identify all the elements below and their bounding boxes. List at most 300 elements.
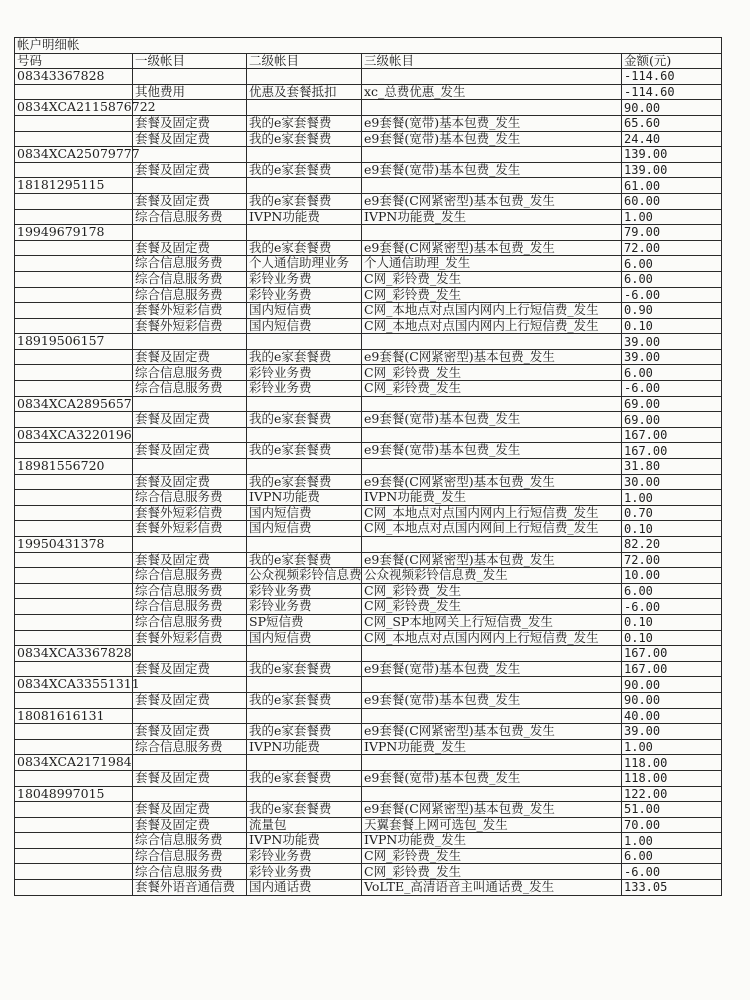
cell-account-number: [15, 131, 133, 147]
cell-level3-item: e9套餐(宽带)基本包费_发生: [362, 115, 622, 131]
cell-level1-item: 套餐外短彩信费: [133, 303, 247, 319]
table-row: [15, 193, 722, 209]
cell-account-number: 18981556720: [15, 459, 133, 475]
cell-account-number: [15, 443, 133, 459]
cell-account-number: [15, 770, 133, 786]
cell-level3-item: C网_本地点对点国内网内上行短信费_发生: [362, 303, 622, 319]
cell-amount: -6.00: [622, 381, 722, 397]
cell-account-number: [15, 864, 133, 880]
cell-level2-item: 个人通信助理业务: [247, 256, 362, 272]
table-row: [15, 770, 722, 786]
cell-level2-item: IVPN功能费: [247, 490, 362, 506]
cell-level3-item: e9套餐(C网紧密型)基本包费_发生: [362, 474, 622, 490]
cell-level1-item: 套餐外短彩信费: [133, 318, 247, 334]
cell-level1-item: 套餐及固定费: [133, 802, 247, 818]
table-row: [15, 256, 722, 272]
table-row: [15, 318, 722, 334]
cell-level3-item: e9套餐(宽带)基本包费_发生: [362, 692, 622, 708]
cell-level2-item: [247, 459, 362, 475]
table-row: [15, 443, 722, 459]
cell-level1-item: 综合信息服务费: [133, 583, 247, 599]
cell-level2-item: 我的e家套餐费: [247, 474, 362, 490]
cell-account-number: 18181295115: [15, 178, 133, 194]
cell-amount: 1.00: [622, 739, 722, 755]
cell-account-number: 18081616131: [15, 708, 133, 724]
table-row: [15, 708, 722, 724]
cell-level2-item: [247, 396, 362, 412]
cell-account-number: [15, 724, 133, 740]
cell-level2-item: 国内短信费: [247, 505, 362, 521]
cell-level2-item: 流量包: [247, 817, 362, 833]
cell-level2-item: [247, 755, 362, 771]
cell-account-number: 0834XCA2171984: [15, 755, 133, 771]
cell-level3-item: [362, 786, 622, 802]
cell-level3-item: C网_本地点对点国内网间上行短信费_发生: [362, 521, 622, 537]
table-row: [15, 568, 722, 584]
cell-level2-item: 我的e家套餐费: [247, 661, 362, 677]
cell-amount: 0.10: [622, 630, 722, 646]
cell-amount: -6.00: [622, 864, 722, 880]
cell-account-number: [15, 412, 133, 428]
cell-level1-item: 套餐外短彩信费: [133, 505, 247, 521]
cell-level1-item: [133, 459, 247, 475]
cell-level3-item: [362, 646, 622, 662]
table-row: [15, 115, 722, 131]
cell-level3-item: C网_彩铃费_发生: [362, 848, 622, 864]
cell-account-number: 0834XCA3367828: [15, 646, 133, 662]
cell-level1-item: 综合信息服务费: [133, 256, 247, 272]
cell-account-number: [15, 271, 133, 287]
cell-account-number: 19949679178: [15, 225, 133, 241]
cell-level1-item: 套餐及固定费: [133, 474, 247, 490]
cell-level3-item: xc_总费优惠_发生: [362, 84, 622, 100]
table-row: [15, 817, 722, 833]
cell-account-number: 0834XCA3220196: [15, 427, 133, 443]
cell-level3-item: e9套餐(C网紧密型)基本包费_发生: [362, 724, 622, 740]
cell-level1-item: [133, 537, 247, 553]
table-row: [15, 614, 722, 630]
cell-account-number: [15, 848, 133, 864]
sheet-title: 帐户明细帐: [15, 38, 722, 54]
cell-level1-item: [133, 755, 247, 771]
table-row: [15, 240, 722, 256]
cell-level1-item: [133, 427, 247, 443]
cell-account-number: [15, 490, 133, 506]
cell-level3-item: C网_彩铃费_发生: [362, 864, 622, 880]
cell-level2-item: 我的e家套餐费: [247, 443, 362, 459]
cell-account-number: [15, 521, 133, 537]
cell-amount: 10.00: [622, 568, 722, 584]
table-row: [15, 131, 722, 147]
cell-account-number: [15, 115, 133, 131]
cell-level3-item: e9套餐(C网紧密型)基本包费_发生: [362, 349, 622, 365]
cell-level1-item: 套餐及固定费: [133, 412, 247, 428]
cell-level3-item: e9套餐(宽带)基本包费_发生: [362, 443, 622, 459]
table-row: [15, 271, 722, 287]
cell-level2-item: [247, 147, 362, 163]
cell-level1-item: 综合信息服务费: [133, 833, 247, 849]
cell-amount: 139.00: [622, 162, 722, 178]
cell-account-number: [15, 365, 133, 381]
cell-level1-item: 套餐及固定费: [133, 193, 247, 209]
table-row: [15, 880, 722, 896]
cell-level3-item: C网_彩铃费_发生: [362, 381, 622, 397]
table-row: [15, 396, 722, 412]
cell-level1-item: 其他费用: [133, 84, 247, 100]
cell-amount: 167.00: [622, 443, 722, 459]
cell-level1-item: 综合信息服务费: [133, 739, 247, 755]
cell-level2-item: IVPN功能费: [247, 209, 362, 225]
table-row: [15, 84, 722, 100]
cell-account-number: [15, 692, 133, 708]
cell-level1-item: 套餐及固定费: [133, 131, 247, 147]
cell-level2-item: 我的e家套餐费: [247, 692, 362, 708]
cell-account-number: [15, 287, 133, 303]
cell-amount: 6.00: [622, 365, 722, 381]
cell-amount: 0.10: [622, 318, 722, 334]
table-row: [15, 802, 722, 818]
cell-amount: 69.00: [622, 412, 722, 428]
cell-amount: 72.00: [622, 240, 722, 256]
cell-level1-item: [133, 786, 247, 802]
cell-level1-item: 套餐外短彩信费: [133, 521, 247, 537]
cell-level3-item: e9套餐(C网紧密型)基本包费_发生: [362, 802, 622, 818]
table-row: [15, 209, 722, 225]
cell-account-number: [15, 193, 133, 209]
cell-level2-item: 我的e家套餐费: [247, 162, 362, 178]
cell-amount: 60.00: [622, 193, 722, 209]
cell-amount: 0.70: [622, 505, 722, 521]
table-row: [15, 646, 722, 662]
cell-account-number: [15, 817, 133, 833]
table-row: [15, 661, 722, 677]
cell-account-number: [15, 303, 133, 319]
cell-level1-item: 综合信息服务费: [133, 490, 247, 506]
cell-level3-item: e9套餐(宽带)基本包费_发生: [362, 162, 622, 178]
cell-level3-item: 个人通信助理_发生: [362, 256, 622, 272]
cell-level3-item: e9套餐(C网紧密型)基本包费_发生: [362, 240, 622, 256]
header-id: 号码: [15, 53, 133, 69]
cell-level1-item: 套餐及固定费: [133, 817, 247, 833]
cell-account-number: [15, 802, 133, 818]
cell-level1-item: [133, 708, 247, 724]
cell-level2-item: 我的e家套餐费: [247, 131, 362, 147]
cell-level2-item: 彩铃业务费: [247, 848, 362, 864]
cell-amount: 24.40: [622, 131, 722, 147]
cell-level1-item: 综合信息服务费: [133, 599, 247, 615]
cell-level2-item: [247, 677, 362, 693]
cell-level3-item: C网_彩铃费_发生: [362, 287, 622, 303]
cell-account-number: 0834XCA2115876722: [15, 100, 133, 116]
cell-level3-item: [362, 396, 622, 412]
cell-level3-item: IVPN功能费_发生: [362, 209, 622, 225]
cell-level3-item: IVPN功能费_发生: [362, 739, 622, 755]
cell-level3-item: [362, 334, 622, 350]
cell-account-number: [15, 162, 133, 178]
cell-level1-item: [133, 178, 247, 194]
cell-amount: 118.00: [622, 755, 722, 771]
cell-level2-item: 国内短信费: [247, 521, 362, 537]
table-row: [15, 303, 722, 319]
cell-account-number: [15, 880, 133, 896]
table-row: [15, 287, 722, 303]
cell-level3-item: C网_本地点对点国内网内上行短信费_发生: [362, 630, 622, 646]
cell-level2-item: 我的e家套餐费: [247, 412, 362, 428]
cell-level3-item: C网_本地点对点国内网内上行短信费_发生: [362, 318, 622, 334]
cell-level2-item: 彩铃业务费: [247, 381, 362, 397]
table-row: [15, 427, 722, 443]
cell-account-number: [15, 739, 133, 755]
table-row: [15, 69, 722, 85]
title-row: [15, 38, 722, 54]
table-row: [15, 786, 722, 802]
table-row: [15, 537, 722, 553]
table-row: [15, 381, 722, 397]
cell-amount: 6.00: [622, 271, 722, 287]
cell-level3-item: [362, 178, 622, 194]
cell-level3-item: e9套餐(宽带)基本包费_发生: [362, 770, 622, 786]
table-row: [15, 724, 722, 740]
table-row: [15, 599, 722, 615]
cell-level1-item: 综合信息服务费: [133, 209, 247, 225]
cell-account-number: 0834XCA2895657: [15, 396, 133, 412]
cell-amount: 39.00: [622, 724, 722, 740]
cell-amount: 82.20: [622, 537, 722, 553]
header-level2: 二级帐目: [247, 53, 362, 69]
cell-level3-item: VoLTE_高清语音主叫通话费_发生: [362, 880, 622, 896]
cell-amount: 133.05: [622, 880, 722, 896]
cell-amount: 1.00: [622, 833, 722, 849]
cell-level2-item: 我的e家套餐费: [247, 724, 362, 740]
cell-level3-item: [362, 427, 622, 443]
cell-account-number: 08343367828: [15, 69, 133, 85]
cell-account-number: [15, 583, 133, 599]
cell-amount: 90.00: [622, 692, 722, 708]
cell-level1-item: 套餐及固定费: [133, 770, 247, 786]
cell-amount: 6.00: [622, 256, 722, 272]
table-row: [15, 692, 722, 708]
cell-amount: 0.10: [622, 521, 722, 537]
cell-level2-item: 彩铃业务费: [247, 271, 362, 287]
cell-level1-item: 综合信息服务费: [133, 568, 247, 584]
cell-level3-item: e9套餐(宽带)基本包费_发生: [362, 412, 622, 428]
cell-level2-item: 彩铃业务费: [247, 864, 362, 880]
cell-level2-item: IVPN功能费: [247, 739, 362, 755]
cell-level3-item: e9套餐(C网紧密型)基本包费_发生: [362, 193, 622, 209]
cell-level2-item: IVPN功能费: [247, 833, 362, 849]
header-amount: 金额(元): [622, 53, 722, 69]
table-row: [15, 412, 722, 428]
table-row: [15, 833, 722, 849]
table-row: [15, 552, 722, 568]
cell-amount: 39.00: [622, 349, 722, 365]
cell-amount: 167.00: [622, 427, 722, 443]
cell-level1-item: 套餐外短彩信费: [133, 630, 247, 646]
cell-amount: 65.60: [622, 115, 722, 131]
table-row: [15, 459, 722, 475]
cell-amount: 139.00: [622, 147, 722, 163]
cell-level1-item: 综合信息服务费: [133, 381, 247, 397]
cell-account-number: 0834XCA25079777: [15, 147, 133, 163]
ledger-table: [14, 37, 722, 896]
cell-account-number: [15, 614, 133, 630]
cell-level2-item: 国内短信费: [247, 303, 362, 319]
cell-account-number: [15, 209, 133, 225]
table-row: [15, 365, 722, 381]
cell-level1-item: 综合信息服务费: [133, 614, 247, 630]
ledger-sheet: [14, 37, 721, 896]
cell-level2-item: [247, 334, 362, 350]
cell-level1-item: [133, 646, 247, 662]
cell-level1-item: 综合信息服务费: [133, 864, 247, 880]
table-row: [15, 505, 722, 521]
cell-level2-item: 我的e家套餐费: [247, 552, 362, 568]
cell-level2-item: 我的e家套餐费: [247, 349, 362, 365]
cell-level1-item: 套餐及固定费: [133, 692, 247, 708]
table-row: [15, 864, 722, 880]
cell-amount: -114.60: [622, 84, 722, 100]
table-row: [15, 334, 722, 350]
cell-account-number: [15, 505, 133, 521]
cell-amount: 90.00: [622, 677, 722, 693]
cell-amount: 6.00: [622, 583, 722, 599]
table-row: [15, 630, 722, 646]
cell-account-number: 19950431378: [15, 537, 133, 553]
cell-level1-item: [133, 677, 247, 693]
cell-amount: 167.00: [622, 646, 722, 662]
cell-level3-item: [362, 677, 622, 693]
cell-level3-item: [362, 708, 622, 724]
cell-level3-item: C网_彩铃费_发生: [362, 365, 622, 381]
cell-level2-item: [247, 225, 362, 241]
header-level1: 一级帐目: [133, 53, 247, 69]
cell-level1-item: 套餐及固定费: [133, 240, 247, 256]
cell-amount: 31.80: [622, 459, 722, 475]
cell-level2-item: 彩铃业务费: [247, 365, 362, 381]
cell-level2-item: 优惠及套餐抵扣: [247, 84, 362, 100]
cell-level1-item: 套餐外语音通信费: [133, 880, 247, 896]
table-row: [15, 521, 722, 537]
cell-level2-item: 国内短信费: [247, 318, 362, 334]
cell-amount: 70.00: [622, 817, 722, 833]
header-row: [15, 53, 722, 69]
cell-account-number: [15, 84, 133, 100]
cell-amount: 72.00: [622, 552, 722, 568]
cell-amount: 90.00: [622, 100, 722, 116]
cell-level3-item: 天翼套餐上网可选包_发生: [362, 817, 622, 833]
cell-level1-item: 综合信息服务费: [133, 365, 247, 381]
cell-level2-item: [247, 708, 362, 724]
cell-amount: 6.00: [622, 848, 722, 864]
cell-account-number: [15, 474, 133, 490]
table-row: [15, 677, 722, 693]
table-row: [15, 755, 722, 771]
cell-level1-item: [133, 334, 247, 350]
cell-level2-item: 我的e家套餐费: [247, 770, 362, 786]
cell-level1-item: 综合信息服务费: [133, 287, 247, 303]
cell-level1-item: 套餐及固定费: [133, 552, 247, 568]
cell-level2-item: 我的e家套餐费: [247, 240, 362, 256]
cell-account-number: [15, 630, 133, 646]
table-row: [15, 474, 722, 490]
cell-level1-item: 综合信息服务费: [133, 848, 247, 864]
cell-level3-item: C网_彩铃费_发生: [362, 271, 622, 287]
cell-level3-item: [362, 459, 622, 475]
cell-level2-item: 我的e家套餐费: [247, 115, 362, 131]
cell-level2-item: 国内短信费: [247, 630, 362, 646]
table-row: [15, 100, 722, 116]
table-row: [15, 178, 722, 194]
cell-level2-item: 国内通话费: [247, 880, 362, 896]
cell-amount: 118.00: [622, 770, 722, 786]
cell-level1-item: [133, 396, 247, 412]
cell-account-number: [15, 568, 133, 584]
cell-amount: 0.90: [622, 303, 722, 319]
cell-level3-item: C网_SP本地网关上行短信费_发生: [362, 614, 622, 630]
cell-level3-item: C网_彩铃费_发生: [362, 583, 622, 599]
cell-account-number: [15, 256, 133, 272]
cell-amount: 1.00: [622, 209, 722, 225]
cell-account-number: 18048997015: [15, 786, 133, 802]
cell-amount: 69.00: [622, 396, 722, 412]
cell-account-number: [15, 599, 133, 615]
cell-level2-item: 彩铃业务费: [247, 583, 362, 599]
cell-level1-item: 套餐及固定费: [133, 115, 247, 131]
cell-level2-item: [247, 178, 362, 194]
cell-level3-item: [362, 537, 622, 553]
cell-account-number: 0834XCA33551311: [15, 677, 133, 693]
table-row: [15, 147, 722, 163]
cell-level3-item: [362, 755, 622, 771]
cell-level1-item: [133, 69, 247, 85]
cell-amount: 0.10: [622, 614, 722, 630]
cell-amount: 1.00: [622, 490, 722, 506]
cell-amount: 122.00: [622, 786, 722, 802]
cell-level2-item: 我的e家套餐费: [247, 193, 362, 209]
cell-level3-item: 公众视频彩铃信息费_发生: [362, 568, 622, 584]
cell-level2-item: 彩铃业务费: [247, 287, 362, 303]
cell-level3-item: e9套餐(C网紧密型)基本包费_发生: [362, 552, 622, 568]
cell-account-number: 18919506157: [15, 334, 133, 350]
table-row: [15, 848, 722, 864]
cell-level3-item: IVPN功能费_发生: [362, 490, 622, 506]
cell-level2-item: [247, 427, 362, 443]
cell-amount: 51.00: [622, 802, 722, 818]
table-row: [15, 162, 722, 178]
cell-amount: 30.00: [622, 474, 722, 490]
cell-level1-item: 综合信息服务费: [133, 271, 247, 287]
cell-account-number: [15, 833, 133, 849]
cell-account-number: [15, 240, 133, 256]
header-level3: 三级帐目: [362, 53, 622, 69]
cell-account-number: [15, 349, 133, 365]
cell-account-number: [15, 381, 133, 397]
cell-level3-item: IVPN功能费_发生: [362, 833, 622, 849]
table-row: [15, 349, 722, 365]
cell-level3-item: C网_彩铃费_发生: [362, 599, 622, 615]
cell-level2-item: SP短信费: [247, 614, 362, 630]
cell-level1-item: [133, 225, 247, 241]
cell-level3-item: e9套餐(宽带)基本包费_发生: [362, 131, 622, 147]
cell-amount: 61.00: [622, 178, 722, 194]
cell-account-number: [15, 552, 133, 568]
cell-amount: 39.00: [622, 334, 722, 350]
cell-amount: -6.00: [622, 287, 722, 303]
cell-level3-item: [362, 147, 622, 163]
cell-amount: -114.60: [622, 69, 722, 85]
cell-amount: 40.00: [622, 708, 722, 724]
cell-level3-item: [362, 69, 622, 85]
